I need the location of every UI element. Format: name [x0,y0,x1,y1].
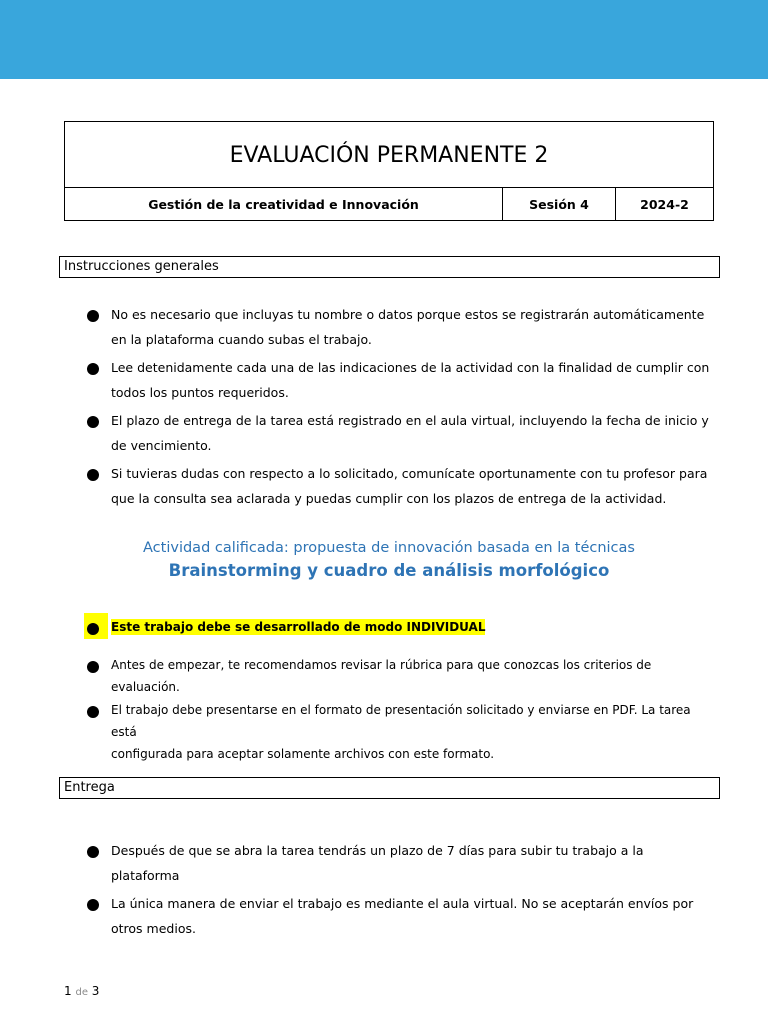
delivery-list [87,838,715,944]
list-item-line: No es necesario que incluyas tu nombre o datos porque estos se registrarán automáticamente [111,307,705,322]
section-heading-delivery: Entrega [59,777,720,799]
list-item-line: otros medios. [111,921,196,936]
instructions-list [87,302,715,514]
list-item [87,355,715,405]
list-item [87,891,715,941]
title-table [64,121,714,221]
bullet-icon [87,899,99,911]
list-item [87,838,715,888]
period-label: 2024-2 [640,196,689,212]
list-item-line: Si tuvieras dudas con respecto a lo solicitado, comunícate oportunamente con tu profesor para [111,466,708,481]
course-info-row [65,188,713,220]
list-item-line: todos los puntos requeridos. [111,385,289,400]
list-item-highlighted [87,616,715,638]
list-item [87,408,715,458]
highlighted-text: Este trabajo debe se desarrollado de modo INDIVIDUAL [111,620,486,634]
activity-subtitle: Brainstorming y cuadro de análisis morfológico [168,561,610,580]
list-item [87,699,715,765]
list-item [87,461,715,511]
list-item-line: Lee detenidamente cada una de las indicaciones de la actividad con la finalidad de cumplir con [111,360,710,375]
list-item-line: en la plataforma cuando subas el trabajo. [111,332,372,347]
bullet-icon [87,416,99,428]
page-separator: de [75,987,88,998]
section-heading-instructions: Instrucciones generales [59,256,720,278]
document-title: EVALUACIÓN PERMANENTE 2 [65,122,713,188]
header-band [0,0,768,79]
list-item [87,302,715,352]
list-item-line: de vencimiento. [111,438,212,453]
bullet-icon [87,706,99,718]
bullet-icon [87,469,99,481]
list-item-line: que la consulta sea aclarada y puedas cumplir con los plazos de entrega de la actividad. [111,491,667,506]
bullet-icon [87,661,99,673]
course-name: Gestión de la creatividad e Innovación [65,188,503,220]
list-item-line: La única manera de enviar el trabajo es mediante el aula virtual. No se aceptarán envíos por [111,896,694,911]
total-pages: 3 [91,984,100,998]
list-item [87,654,715,698]
activity-title: Actividad calificada: propuesta de innovación basada en la técnicas [143,540,635,556]
bullet-icon [87,623,99,635]
list-item-text: Después de que se abra la tarea tendrás un plazo de 7 días para subir tu trabajo a la plataforma [111,843,644,883]
bullet-icon [87,363,99,375]
page-number [64,984,99,998]
activity-heading [64,537,714,583]
list-item-line: El trabajo debe presentarse en el formato de presentación solicitado y enviarse en PDF. La tarea está [111,703,691,739]
list-item-text: Antes de empezar, te recomendamos revisar la rúbrica para que conozcas los criterios de evaluación. [111,658,652,694]
list-item-line: configurada para aceptar solamente archivos con este formato. [111,747,495,761]
list-item-line: El plazo de entrega de la tarea está registrado en el aula virtual, incluyendo la fecha de inicio y [111,413,709,428]
bullet-icon [87,310,99,322]
current-page: 1 [64,984,72,998]
session-label: Sesión 4 [503,188,616,220]
bullet-icon [87,846,99,858]
